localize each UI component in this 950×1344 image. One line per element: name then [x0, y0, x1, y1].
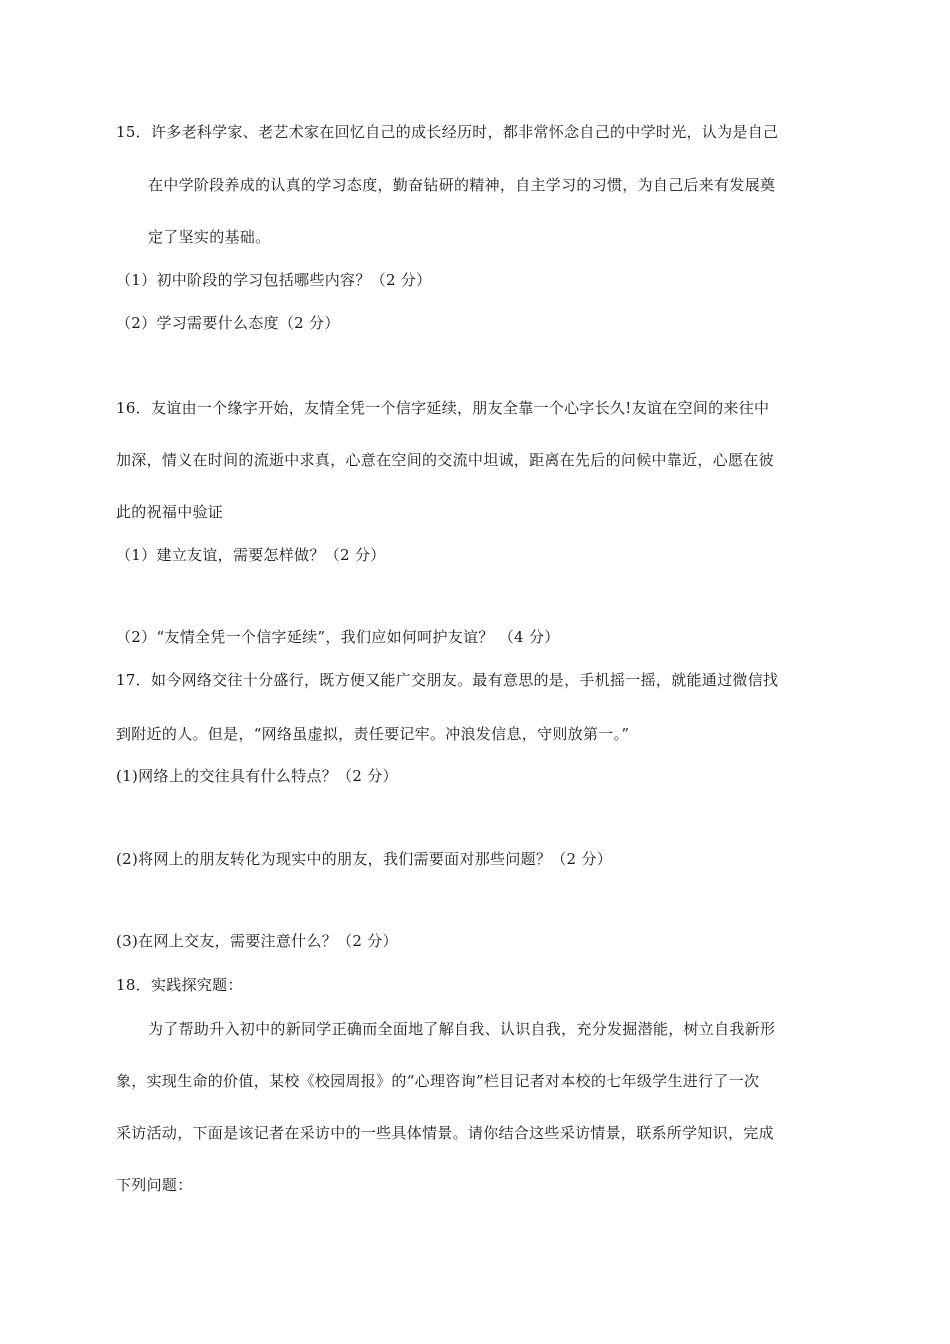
q18-para-line-1: 为了帮助升入初中的新同学正确而全面地了解自我、认识自我，充分发掘潜能，树立自我新形: [148, 1020, 776, 1038]
q18-para-line-2: 象，实现生命的价值，某校《校园周报》的“心理咨询”栏目记者对本校的七年级学生进行了一次: [116, 1072, 760, 1090]
q17-sub-1: (1)网络上的交往具有什么特点？（2 分）: [116, 767, 398, 785]
q16-sub-1: （1）建立友谊，需要怎样做？（2 分）: [116, 546, 386, 564]
q16-stem-line-2: 加深，情义在时间的流逝中求真，心意在空间的交流中坦诚，距离在先后的问候中靠近，心愿在彼: [116, 451, 774, 469]
q17-sub-3: (3)在网上交友，需要注意什么？（2 分）: [116, 932, 398, 950]
q18-para-line-3: 采访活动，下面是该记者在采访中的一些具体情景。请你结合这些采访情景，联系所学知识，完成: [116, 1124, 774, 1142]
q15-sub-1: （1）初中阶段的学习包括哪些内容？（2 分）: [116, 271, 432, 289]
q17-stem-line-2: 到附近的人。但是，“网络虽虚拟，责任要记牢。冲浪发信息，守则放第一。”: [116, 725, 630, 743]
q17-stem-line-1: 17．如今网络交往十分盛行，既方便又能广交朋友。最有意思的是，手机摇一摇，就能通过微信找: [116, 671, 779, 689]
q16-sub-2: （2）“友情全凭一个信字延续”，我们应如何呵护友谊？ （4 分）: [116, 628, 560, 646]
q15-stem-line-2: 在中学阶段养成的认真的学习态度，勤奋钻研的精神，自主学习的习惯，为自己后来有发展奠: [148, 176, 776, 194]
q18-para-line-4: 下列问题：: [116, 1176, 193, 1194]
q15-stem-line-1: 15．许多老科学家、老艺术家在回忆自己的成长经历时，都非常怀念自己的中学时光，认为是自己: [116, 123, 779, 141]
q18-title: 18．实践探究题：: [116, 976, 243, 994]
q16-stem-line-3: 此的祝福中验证: [116, 503, 224, 521]
q17-sub-2: (2)将网上的朋友转化为现实中的朋友，我们需要面对那些问题？（2 分）: [116, 850, 613, 868]
q15-sub-2: （2）学习需要什么态度（2 分）: [116, 314, 340, 332]
q15-stem-line-3: 定了坚实的基础。: [148, 228, 271, 246]
q16-stem-line-1: 16．友谊由一个缘字开始，友情全凭一个信字延续，朋友全靠一个心字长久!友谊在空间的来往中: [116, 399, 770, 417]
